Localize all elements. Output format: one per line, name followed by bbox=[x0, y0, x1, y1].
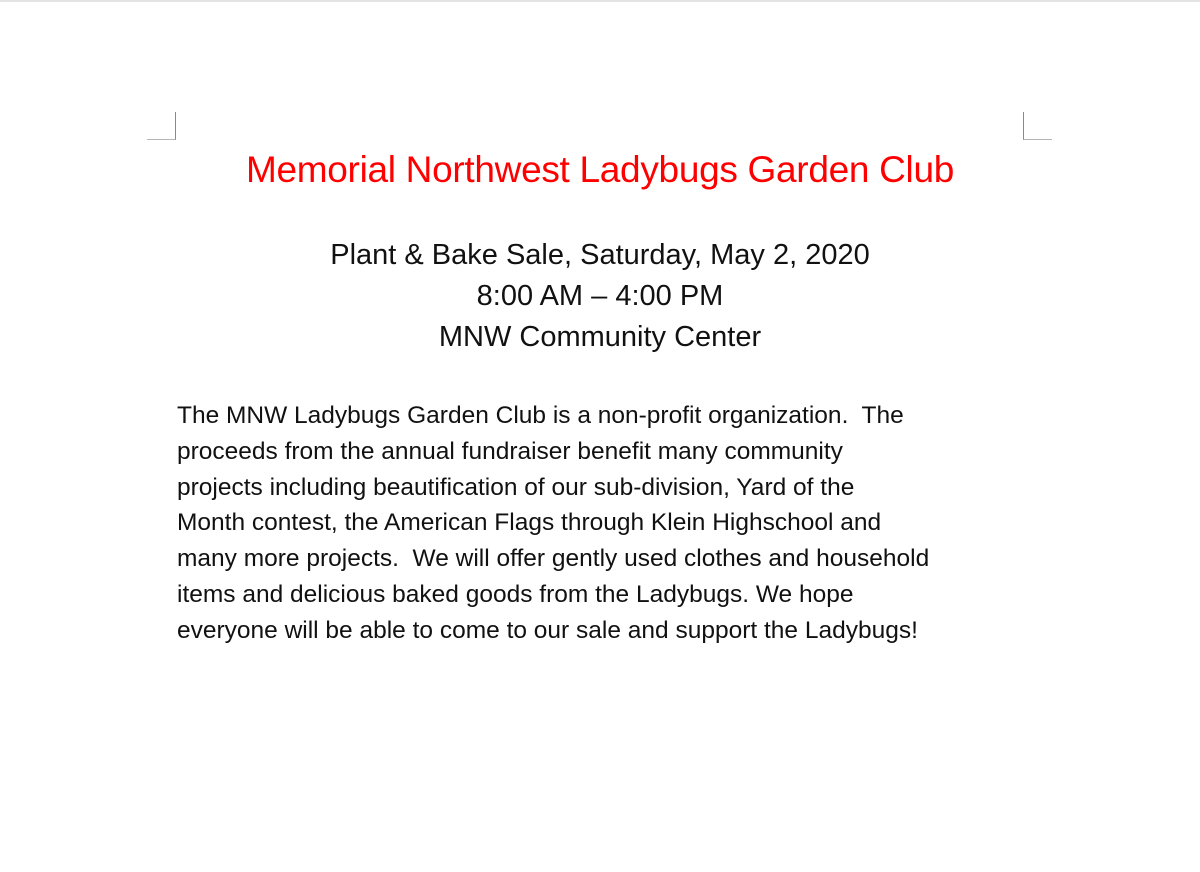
body-line: projects including beautification of our sub-division, Yard of the bbox=[177, 473, 855, 501]
body-line: Month contest, the American Flags through Klein Highschool and bbox=[177, 509, 882, 537]
body-line: everyone will be able to come to our sale and support the Ladybugs! bbox=[177, 616, 918, 644]
page-top-edge bbox=[0, 0, 1200, 2]
margin-corner-mark-left bbox=[147, 112, 176, 140]
event-time: 8:00 AM – 4:00 PM bbox=[476, 280, 724, 312]
event-details bbox=[0, 235, 1200, 358]
event-location: MNW Community Center bbox=[438, 321, 762, 353]
body-line: proceeds from the annual fundraiser benefit many community bbox=[177, 437, 843, 465]
event-name-date: Plant & Bake Sale, Saturday, May 2, 2020 bbox=[330, 239, 870, 271]
margin-corner-mark-right bbox=[1023, 112, 1052, 140]
body-line: The MNW Ladybugs Garden Club is a non-profit organization. The bbox=[177, 402, 904, 429]
document-title: Memorial Northwest Ladybugs Garden Club bbox=[245, 149, 955, 190]
body-paragraph bbox=[177, 398, 1037, 649]
body-line: items and delicious baked goods from the Ladybugs. We hope bbox=[177, 580, 854, 608]
body-line: many more projects. We will offer gently used clothes and household bbox=[177, 545, 930, 573]
